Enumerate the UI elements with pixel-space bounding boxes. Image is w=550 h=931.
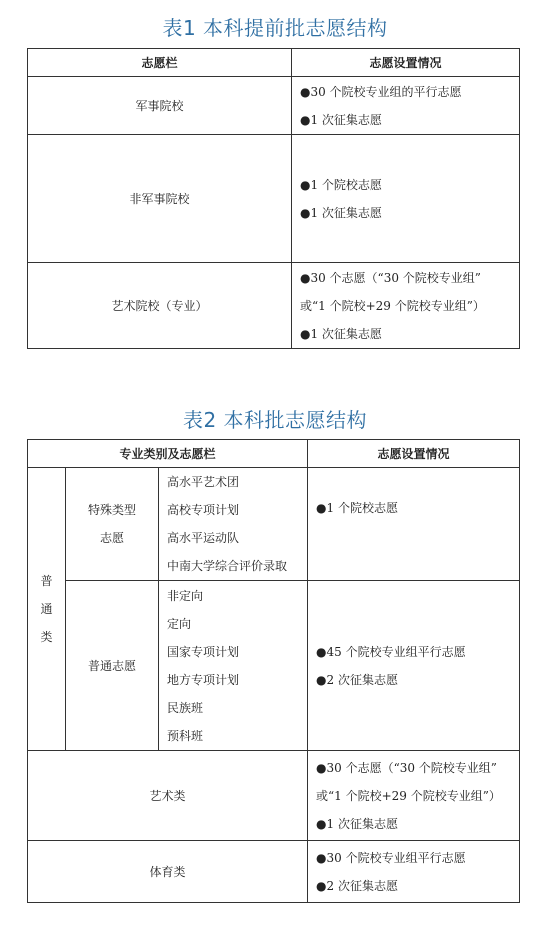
row-label: 艺术院校（专业） [28,263,292,349]
row-label: 军事院校 [28,77,292,135]
special-type-label-line2: 志愿 [99,531,124,545]
table-row [28,581,520,751]
setting-item: ●30 个院校专业组平行志愿 [316,850,466,865]
table1-title: 表1 本科提前批志愿结构 [162,16,388,40]
setting-item: ●45 个院校专业组平行志愿 [316,644,466,659]
subitem: 非定向 [167,588,204,603]
special-type-label-line1: 特殊类型 [87,503,136,517]
setting-item: 或“1 个院校+29 个院校专业组”） [316,788,501,803]
setting-item: ●2 次征集志愿 [316,672,398,687]
setting-item: ●1 个院校志愿 [300,177,382,192]
subitem: 高水平运动队 [167,531,240,545]
general-category-char: 通 [40,602,53,616]
subitem: 民族班 [167,700,204,715]
setting-item: ●1 次征集志愿 [300,326,382,341]
table2-title: 表2 本科批志愿结构 [182,408,368,432]
table-row [28,468,520,581]
table-row [28,841,520,903]
subitem: 高水平艺术团 [167,475,240,489]
table1 [27,48,520,349]
general-category-char: 类 [40,630,53,644]
table1-header-column: 志愿栏 [28,49,292,77]
subitem: 地方专项计划 [167,672,240,687]
general-category-char: 普 [40,574,53,588]
setting-item: ●1 次征集志愿 [316,816,398,831]
normal-label: 普通志愿 [66,581,159,751]
setting-item: ●1 次征集志愿 [300,205,382,220]
table2 [27,439,520,903]
row-label: 非军事院校 [28,135,292,263]
table-row [28,135,520,263]
table2-header-column: 专业类别及志愿栏 [28,440,308,468]
general-category-text [28,567,65,651]
table2-header-settings: 志愿设置情况 [308,440,520,468]
table-row [28,263,520,349]
setting-item: ●30 个院校专业组的平行志愿 [300,84,462,99]
subitem: 预科班 [167,728,204,743]
setting-item: ●1 次征集志愿 [300,112,382,127]
setting-item: ●2 次征集志愿 [316,878,398,893]
general-category-label [28,468,66,751]
table1-header-settings: 志愿设置情况 [292,49,520,77]
table-row [28,77,520,135]
special-type-label [66,468,159,581]
setting-item: ●30 个志愿（“30 个院校专业组” [316,760,497,775]
table-row [28,751,520,841]
subitem: 高校专项计划 [167,503,240,517]
subitem: 中南大学综合评价录取 [167,559,288,573]
setting-item: 或“1 个院校+29 个院校专业组”） [300,298,485,313]
art-label: 艺术类 [28,751,308,841]
setting-item: ●30 个志愿（“30 个院校专业组” [300,270,481,285]
setting-item: ●1 个院校志愿 [316,501,398,515]
sports-label: 体育类 [28,841,308,903]
subitem: 定向 [167,616,192,631]
subitem: 国家专项计划 [167,644,240,659]
